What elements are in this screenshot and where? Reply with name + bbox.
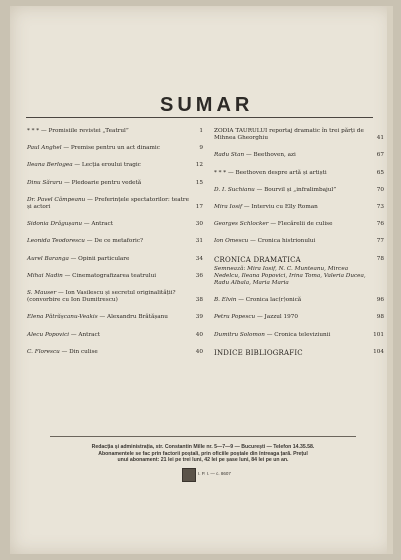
- toc-title: — Opinii particulare: [70, 255, 130, 262]
- toc-entry-body: [27, 290, 189, 304]
- toc-title: ZODIA TAURULUI reportaj dramatic în trei părți de Mihnea Gheorghiu: [214, 128, 364, 142]
- toc-title: — Din culise: [61, 348, 98, 355]
- toc-title: — Beethoven despre artă și artiști: [227, 169, 327, 176]
- toc-page-number: 104: [373, 348, 384, 355]
- toc-section-title: INDICE BIBLIOGRAFIC: [214, 348, 303, 357]
- toc-entry: [27, 128, 203, 135]
- toc-author: C. Florescu: [27, 348, 60, 355]
- page-edge: [387, 6, 393, 554]
- toc-author: S. Mauser: [27, 290, 57, 297]
- page-title: SUMAR: [160, 94, 254, 116]
- toc-author: Leonida Teodorescu: [27, 238, 85, 245]
- magazine-page: [10, 6, 393, 554]
- toc-title: — De ce metaforic?: [86, 238, 144, 245]
- toc-author: Dinu Săraru: [27, 179, 63, 186]
- toc-author: Elena Pătrășcanu-Veakis: [27, 314, 98, 321]
- toc-entry: [27, 180, 203, 187]
- toc-entry-body: [214, 266, 370, 288]
- toc-entry-body: [27, 197, 189, 211]
- toc-title: — Lecția eroului tragic: [74, 162, 141, 169]
- toc-section-title: CRONICA DRAMATICA: [214, 255, 301, 264]
- toc-author: Dr. Pavel Câmpeanu: [27, 196, 86, 203]
- toc-right-column: [214, 128, 384, 367]
- toc-page-number: 1: [199, 128, 203, 134]
- toc-title: — Beethoven, azi: [245, 152, 296, 159]
- toc-title: — Alexandru Brătășanu: [99, 314, 168, 321]
- toc-author: Paul Anghel: [27, 145, 62, 152]
- toc-entry: [27, 349, 203, 356]
- toc-author: Petru Popescu: [214, 314, 256, 321]
- toc-page-number: 31: [195, 238, 203, 245]
- toc-page-number: 67: [376, 152, 384, 159]
- toc-author: Semnează: Mira Iosif, N. C. Munteanu, Mircea Nedelcu, Ileana Popovici, Irina Toma, Valeria Ducea, Radu Albala, Maria Maria: [214, 265, 366, 287]
- toc-page-number: 76: [376, 221, 384, 228]
- title-rule: [26, 117, 373, 118]
- toc-entry: [214, 349, 384, 357]
- toc-entry: [214, 204, 384, 211]
- imprint-line-1: Redacția și administrația, str. Constantin Mille nr. 5—7—9 — București — Telefon 14.35.58.: [91, 444, 315, 450]
- toc-page-number: 34: [195, 255, 203, 262]
- toc-entry-body: [27, 349, 189, 356]
- toc-title: — Premise pentru un act dinamic: [63, 145, 160, 152]
- footer-rule: [50, 436, 356, 437]
- toc-entry: [214, 332, 384, 339]
- toc-page-number: 41: [376, 135, 384, 142]
- toc-entry-body: [214, 221, 370, 228]
- toc-title: — Jazzul 1970: [257, 314, 298, 321]
- toc-entry: [214, 314, 384, 321]
- toc-entry: [27, 162, 203, 169]
- toc-entry-body: [214, 128, 370, 142]
- toc-title: — Interviu cu Elly Roman: [243, 204, 318, 211]
- toc-page-number: 77: [376, 238, 384, 245]
- toc-page-number: 9: [199, 145, 203, 152]
- toc-page-number: 12: [195, 162, 203, 169]
- toc-author: Sidonia Drăgușanu: [27, 221, 83, 228]
- toc-entry-body: [214, 238, 370, 245]
- toc-author: Radu Stan: [214, 152, 245, 159]
- toc-entry: [214, 128, 384, 142]
- toc-title: — Preferințele spectatorilor: teatre și actori: [27, 196, 189, 211]
- toc-author: Georges Schlocker: [214, 221, 269, 228]
- toc-page-number: 96: [376, 297, 384, 304]
- toc-title: — Antract: [83, 221, 114, 228]
- toc-author: Ileana Berlogea: [27, 162, 73, 169]
- imprint-line-2: Abonamentele se fac prin factorii poștali, prin oficiile poștale din întreaga țară. Prețul: [98, 450, 308, 457]
- toc-entry: [214, 152, 384, 159]
- toc-entry-body: [214, 204, 370, 211]
- toc-title: — Pledoarie pentru vedetă: [64, 179, 142, 186]
- toc-entry-body: [214, 152, 370, 159]
- toc-title: — Ion Vasilescu și secretul originalității? (convorbire cu Ion Dumitrescu): [27, 290, 176, 304]
- toc-entry: [214, 238, 384, 245]
- toc-page-number: 38: [195, 297, 203, 304]
- toc-entry-body: [214, 170, 370, 177]
- toc-entry: [27, 290, 203, 304]
- toc-entry: [27, 238, 203, 245]
- toc-page-number: 39: [195, 314, 203, 321]
- toc-entry: [214, 187, 384, 194]
- toc-author: Aurel Baranga: [27, 255, 69, 262]
- toc-page-number: 15: [195, 179, 203, 186]
- toc-entry: [27, 145, 203, 152]
- toc-entry: [214, 256, 384, 288]
- printer-logo-icon: [182, 468, 196, 482]
- toc-left-column: [27, 128, 203, 366]
- toc-author: Ion Omescu: [214, 238, 249, 245]
- toc-entry-body: [27, 314, 189, 321]
- toc-author: Alecu Popovici: [27, 331, 70, 338]
- toc-author: B. Elvin: [214, 297, 237, 304]
- toc-entry-body: [27, 128, 189, 135]
- toc-entry-body: [27, 332, 189, 339]
- toc-page-number: 70: [376, 186, 384, 193]
- toc-page-number: 65: [376, 169, 384, 176]
- toc-title: — Cronica lac(r)onică: [238, 297, 302, 304]
- toc-page-number: 101: [373, 331, 384, 338]
- toc-entry: [27, 197, 203, 211]
- toc-title: — Cronica histrionului: [250, 238, 316, 245]
- printer-code: I. P. I. — c. 8607: [198, 471, 231, 476]
- toc-entry-body: [27, 238, 189, 245]
- toc-author: Dumitru Solomon: [214, 331, 265, 338]
- toc-author: * * *: [214, 169, 227, 176]
- toc-title: — Cinematografizarea teatrului: [64, 272, 157, 279]
- toc-entry-body: [27, 256, 189, 263]
- toc-entry: [27, 273, 203, 280]
- toc-entry: [214, 221, 384, 228]
- toc-page-number: 40: [195, 348, 203, 355]
- toc-page-number: 98: [376, 314, 384, 321]
- toc-title: — Bourvil și „infralimbajul”: [256, 186, 337, 193]
- toc-entry-body: [214, 187, 370, 194]
- toc-author: Mira Iosif: [214, 204, 243, 211]
- toc-entry: [214, 297, 384, 304]
- toc-entry: [27, 314, 203, 321]
- toc-page-number: 78: [376, 255, 384, 262]
- toc-entry-body: [27, 273, 189, 280]
- toc-entry: [27, 221, 203, 228]
- toc-title: — Antract: [70, 331, 101, 338]
- toc-title: — Promisiile revistei „Teatrul”: [40, 128, 129, 134]
- toc-entry-body: [27, 162, 189, 169]
- toc-entry-body: [27, 180, 189, 187]
- toc-entry: [27, 256, 203, 263]
- toc-page-number: 36: [195, 272, 203, 279]
- toc-entry-body: [214, 332, 370, 339]
- toc-entry-body: [27, 145, 189, 152]
- toc-page-number: 73: [376, 204, 384, 211]
- toc-author: * * *: [27, 128, 40, 134]
- toc-title: — Cronica televiziunii: [266, 331, 331, 338]
- toc-entry-body: [27, 221, 189, 228]
- imprint-line-3: unui abonament: 21 lei pe trei luni, 42 lei pe șase luni, 84 lei pe un an.: [117, 457, 289, 464]
- toc-page-number: 17: [195, 204, 203, 211]
- toc-title: — Flecărelii de culise: [270, 221, 333, 228]
- toc-page-number: 40: [195, 331, 203, 338]
- toc-author: D. I. Suchianu: [214, 186, 255, 193]
- toc-entry: [27, 332, 203, 339]
- toc-entry-body: [214, 314, 370, 321]
- toc-entry: [214, 170, 384, 177]
- toc-page-number: 30: [195, 221, 203, 228]
- toc-entry-body: [214, 297, 370, 304]
- imprint-footer: [50, 444, 356, 464]
- toc-author: Mihai Nadin: [27, 272, 63, 279]
